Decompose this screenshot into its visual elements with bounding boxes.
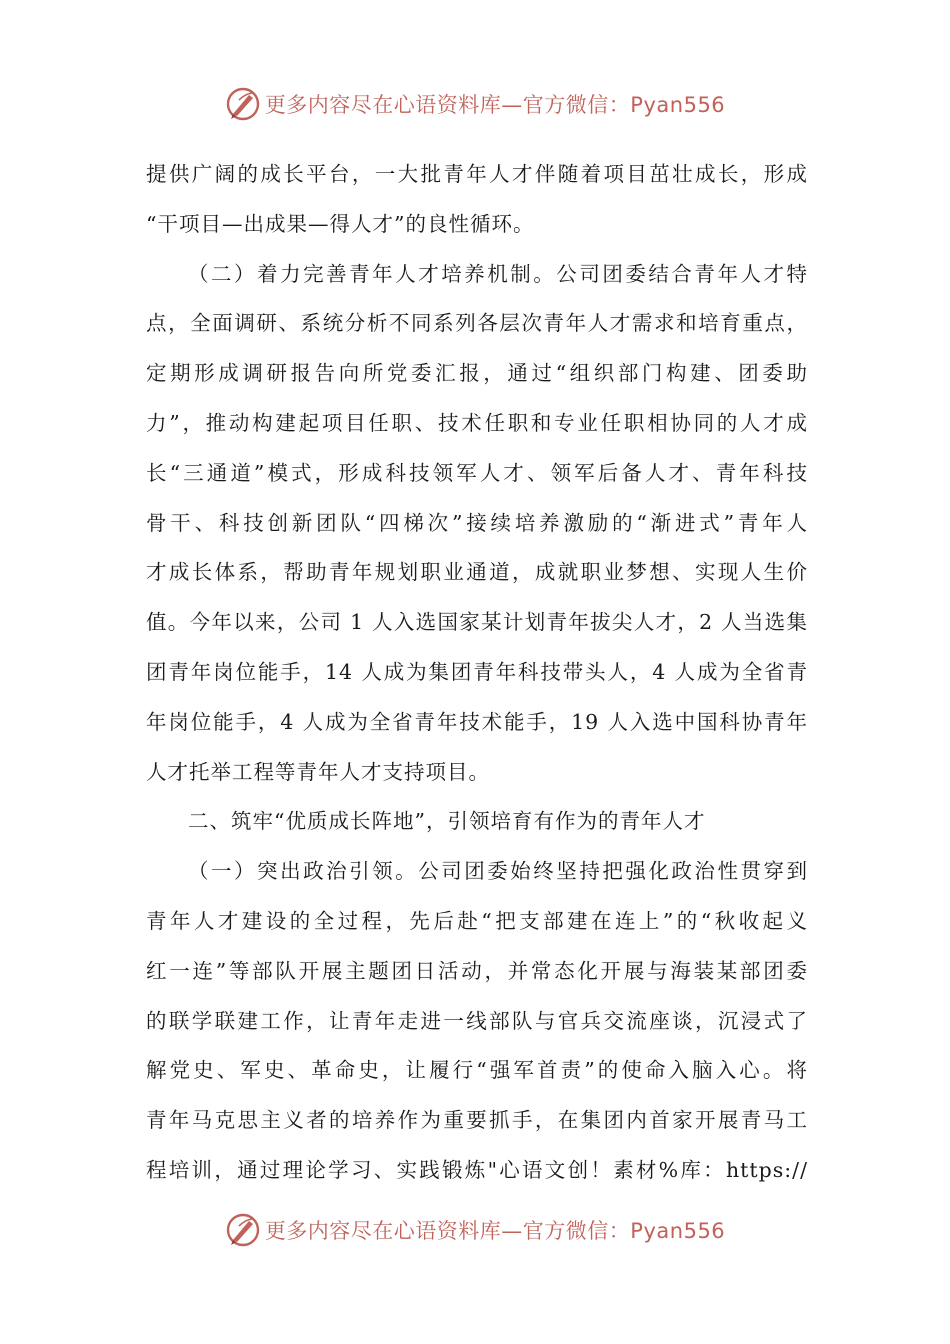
text-line: 青年马克思主义者的培养作为重要抓手，在集团内首家开展青马工 <box>146 1108 808 1133</box>
text-line: 力”，推动构建起项目任职、技术任职和专业任职相协同的人才成 <box>146 410 808 435</box>
text-line: “干项目—出成果—得人才”的良性循环。 <box>146 211 535 236</box>
text-line: 年岗位能手，4 人成为全省青年技术能手，19 人入选中国科协青年 <box>146 709 808 734</box>
text-line: 人才托举工程等青年人才支持项目。 <box>146 759 490 784</box>
text-line: 解党史、军史、革命史，让履行“强军首责”的使命入脑入心。将 <box>146 1058 808 1083</box>
text-line: 值。今年以来，公司 1 人入选国家某计划青年拔尖人才，2 人当选集 <box>146 610 808 635</box>
text-line: 程培训，通过理论学习、实践锻炼"心语文创！素材%库：https:// <box>146 1157 808 1182</box>
text-line: 定期形成调研报告向所党委汇报，通过“组织部门构建、团委助 <box>146 361 808 386</box>
footer-banner-text: 更多内容尽在心语资料库—官方微信：Pyan556 <box>264 1219 726 1243</box>
document-body <box>146 150 808 1196</box>
paragraph-start-line: （一）突出政治引领。公司团委始终坚持把强化政治性贯穿到 <box>188 859 808 884</box>
text-line: 团青年岗位能手，14 人成为集团青年科技带头人，4 人成为全省青 <box>146 659 808 684</box>
text-line: 青年人才建设的全过程，先后赴“把支部建在连上”的“秋收起义 <box>146 908 808 933</box>
header-banner-text: 更多内容尽在心语资料库—官方微信：Pyan556 <box>264 93 726 117</box>
text-line: 长“三通道”模式，形成科技领军人才、领军后备人才、青年科技 <box>146 460 808 485</box>
text-line: 骨干、科技创新团队“四梯次”接续培养激励的“渐进式”青年人 <box>146 510 808 535</box>
text-line: 才成长体系，帮助青年规划职业通道，成就职业梦想、实现人生价 <box>146 560 808 585</box>
text-line: 的联学联建工作，让青年走进一线部队与官兵交流座谈，沉浸式了 <box>146 1008 808 1033</box>
text-line: 红一连”等部队开展主题团日活动，并常态化开展与海装某部团委 <box>146 958 808 983</box>
pen-logo-icon <box>225 86 261 122</box>
footer-banner <box>0 1210 950 1250</box>
text-line: 提供广阔的成长平台，一大批青年人才伴随着项目茁壮成长，形成 <box>146 162 808 186</box>
header-banner <box>0 84 950 124</box>
text-line: 点，全面调研、系统分析不同系列各层次青年人才需求和培育重点， <box>146 311 808 336</box>
section-heading: 二、筑牢“优质成长阵地”，引领培育有作为的青年人才 <box>188 809 706 834</box>
pen-logo-icon <box>225 1212 261 1248</box>
paragraph-start-line: （二）着力完善青年人才培养机制。公司团委结合青年人才特 <box>188 261 808 286</box>
